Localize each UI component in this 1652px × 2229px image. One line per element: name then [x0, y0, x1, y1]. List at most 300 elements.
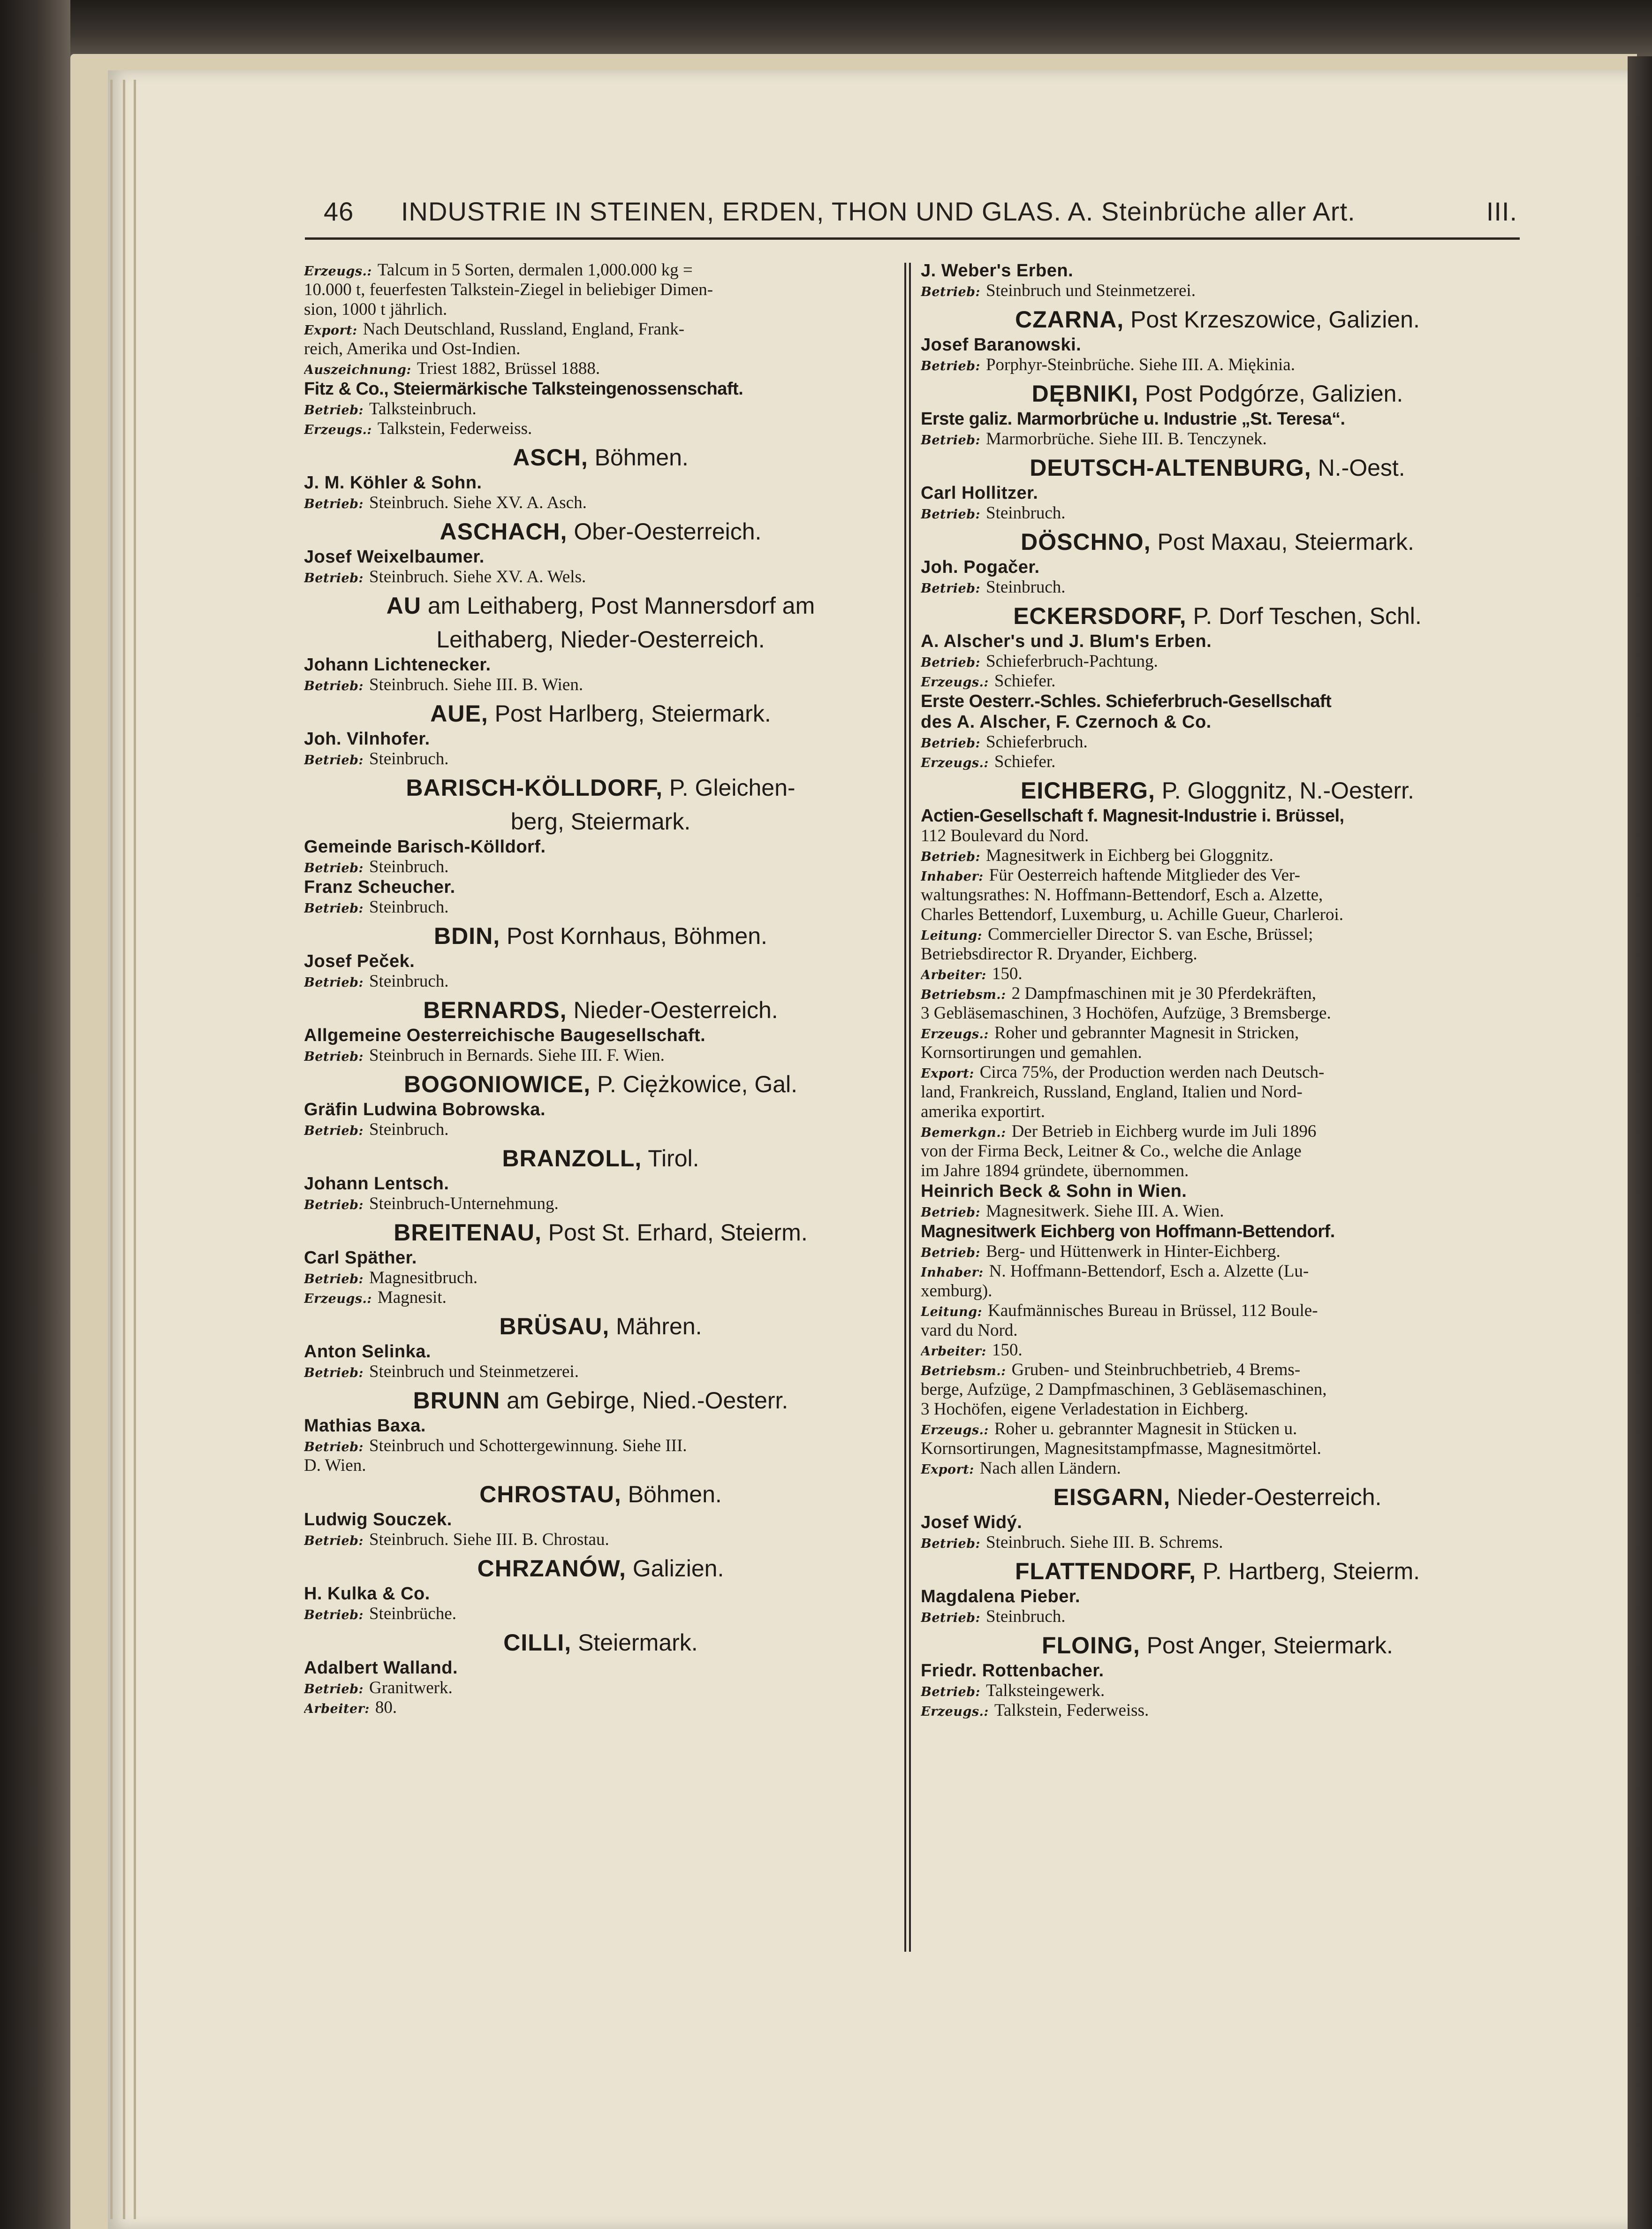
page-edge-line [134, 80, 136, 2219]
firm-name: Johann Lichtenecker. [304, 655, 491, 675]
field-label: Betrieb: [921, 285, 980, 299]
field-text: Betriebsdirector R. Dryander, Eichberg. [921, 944, 1197, 964]
place-details: Leithaberg, Nieder-Oesterreich. [436, 626, 765, 653]
entry-line [921, 732, 1514, 752]
field-text: Triest 1882, Brüssel 1888. [417, 359, 600, 378]
place-name: ECKERSDORF, [1013, 603, 1187, 629]
field-label: Erzeugs.: [921, 756, 989, 770]
field-text: 2 Dampfmaschinen mit je 30 Pferdekräften, [1011, 984, 1316, 1003]
field-text: Steinbruch. [985, 1607, 1066, 1626]
place-heading [304, 591, 897, 621]
entry-line [304, 260, 897, 280]
field-label: Erzeugs.: [921, 1704, 989, 1719]
entry-line [921, 1281, 1514, 1301]
entry-line [921, 826, 1514, 846]
field-label: Erzeugs.: [921, 1423, 989, 1438]
field-text: Steinbruch und Steinmetzerei. [369, 1362, 579, 1381]
place-heading [921, 1482, 1514, 1512]
firm-name: Actien-Gesellschaft f. Magnesit-Industrie i. Brüssel, [921, 806, 1344, 826]
firm-name: J. Weber's Erben. [921, 261, 1074, 281]
place-details: P. Hartberg, Steierm. [1196, 1558, 1420, 1584]
entry-line [304, 419, 897, 439]
entry-line [921, 1380, 1514, 1400]
field-text: Kaufmännisches Bureau in Brüssel, 112 Boule- [988, 1301, 1318, 1320]
field-text: Porphyr-Steinbrüche. Siehe III. A. Miękinia. [985, 355, 1295, 374]
place-heading [921, 527, 1514, 557]
page-number: 46 [324, 197, 354, 226]
field-text: von der Firma Beck, Leitner & Co., welche die Anlage [921, 1141, 1302, 1161]
field-label: Export: [921, 1066, 974, 1081]
entry-line [304, 1362, 897, 1382]
entry-line [921, 1262, 1514, 1281]
place-details: Post Maxau, Steiermark. [1151, 529, 1414, 555]
place-name: BRUNN [413, 1387, 500, 1414]
field-text: Nach Deutschland, Russland, England, Frank- [363, 320, 685, 339]
field-label: Betrieb: [921, 1611, 980, 1625]
column-rule [904, 263, 906, 1952]
field-label: Betrieb: [304, 497, 364, 511]
left-column [304, 260, 897, 1718]
field-label: Betriebsm.: [921, 988, 1006, 1002]
place-name: BARISCH-KÖLLDORF, [406, 775, 663, 801]
place-details: Böhmen. [621, 1481, 722, 1507]
entry-line [304, 675, 897, 695]
field-text: 112 Boulevard du Nord. [921, 826, 1089, 845]
field-text: Schiefer. [994, 671, 1056, 691]
field-text: Nach allen Ländern. [979, 1459, 1121, 1478]
place-heading [304, 624, 897, 654]
entry-line [921, 503, 1514, 523]
entry-line [921, 652, 1514, 671]
entry-line [921, 281, 1514, 301]
place-heading [304, 1069, 897, 1099]
field-label: Betrieb: [304, 1124, 364, 1138]
field-label: Betrieb: [921, 507, 980, 522]
field-label: Export: [304, 323, 357, 338]
field-text: Steinbruch. Siehe XV. A. Wels. [369, 567, 586, 586]
field-text: Steinbruch. [369, 1120, 449, 1139]
entry-line [921, 1122, 1514, 1141]
place-name: AUE, [430, 700, 488, 727]
place-details: Nieder-Oesterreich. [1170, 1484, 1382, 1510]
field-text: land, Frankreich, Russland, England, Italien und Nord- [921, 1082, 1303, 1102]
place-name: BDIN, [434, 923, 500, 949]
field-label: Betrieb: [304, 679, 364, 693]
place-heading [304, 1311, 897, 1341]
entry-line [921, 964, 1514, 984]
place-name: BRÜSAU, [499, 1313, 610, 1339]
place-details: Post Krzeszowice, Galizien. [1124, 306, 1420, 333]
place-details: Post Kornhaus, Böhmen. [500, 923, 767, 949]
field-label: Betrieb: [304, 901, 364, 916]
place-name: BERNARDS, [423, 997, 567, 1023]
place-heading [921, 601, 1514, 631]
field-label: Betrieb: [304, 861, 364, 875]
entry-line [921, 1242, 1514, 1262]
field-text: Marmorbrüche. Siehe III. B. Tenczynek. [985, 429, 1267, 449]
field-label: Leitung: [921, 1305, 982, 1319]
field-text: Talksteingewerk. [985, 1681, 1105, 1700]
entry-line [921, 1082, 1514, 1102]
field-label: Bemerkgn.: [921, 1126, 1006, 1140]
entry-line [304, 359, 897, 379]
place-details: berg, Steiermark. [510, 808, 691, 835]
field-text: xemburg). [921, 1281, 993, 1301]
field-text: amerika exportirt. [921, 1102, 1046, 1121]
entry-line [304, 1194, 897, 1214]
field-label: Arbeiter: [921, 1344, 986, 1359]
place-heading [304, 1553, 897, 1583]
entry-line [921, 1681, 1514, 1701]
firm-name: Fitz & Co., Steiermärkische Talksteingenossenschaft. [304, 379, 743, 399]
right-column [921, 260, 1514, 1720]
place-details: Post St. Erhard, Steierm. [541, 1219, 808, 1246]
firm-name: Carl Späther. [304, 1248, 417, 1268]
place-heading [921, 1556, 1514, 1586]
entry-line [304, 339, 897, 359]
field-text: Steinbruch. [985, 503, 1066, 523]
field-label: Betrieb: [921, 1205, 980, 1220]
place-name: BRANZOLL, [502, 1145, 642, 1172]
place-name: DÖSCHNO, [1021, 529, 1151, 555]
place-heading [304, 773, 897, 803]
field-label: Betrieb: [304, 1050, 364, 1064]
entry-line [921, 1701, 1514, 1720]
firm-name: Gemeinde Barisch-Kölldorf. [304, 837, 546, 857]
field-text: vard du Nord. [921, 1321, 1018, 1340]
entry-line [921, 925, 1514, 944]
place-heading [304, 1143, 897, 1173]
field-label: Betrieb: [921, 736, 980, 751]
field-label: Arbeiter: [921, 968, 986, 982]
field-text: waltungsrathes: N. Hoffmann-Bettendorf, Esch a. Alzette, [921, 885, 1323, 905]
field-label: Erzeugs.: [921, 1027, 989, 1042]
field-label: Betrieb: [304, 1682, 364, 1696]
field-text: Magnesit. [377, 1288, 447, 1307]
field-label: Betrieb: [304, 403, 364, 418]
field-text: Commercieller Director S. van Esche, Brüssel; [988, 925, 1313, 944]
field-text: Charles Bettendorf, Luxemburg, u. Achille Gueur, Charleroi. [921, 905, 1344, 924]
place-details: P. Gloggnitz, N.-Oesterr. [1155, 777, 1414, 804]
field-text: Steinbruch in Bernards. Siehe III. F. Wien. [369, 1046, 665, 1065]
place-heading [304, 1217, 897, 1248]
entry-line [921, 866, 1514, 885]
field-label: Betrieb: [304, 1608, 364, 1622]
place-heading [304, 1385, 897, 1415]
field-text: 3 Hochöfen, eigene Verladestation in Eichberg. [921, 1400, 1249, 1419]
field-text: Steinbruch und Steinmetzerei. [985, 281, 1196, 300]
firm-name: Magdalena Pieber. [921, 1587, 1081, 1606]
entry-line [304, 1530, 897, 1550]
entry-line [921, 1301, 1514, 1321]
entry-line [921, 846, 1514, 866]
field-label: Betrieb: [304, 975, 364, 990]
place-heading [304, 995, 897, 1025]
firm-name: H. Kulka & Co. [304, 1584, 430, 1604]
field-label: Betrieb: [304, 1198, 364, 1212]
field-text: Kornsortirungen und gemahlen. [921, 1043, 1142, 1062]
field-text: Steinbrüche. [369, 1604, 456, 1623]
field-text: Für Oesterreich haftende Mitglieder des Ver- [989, 866, 1300, 885]
field-text: 80. [375, 1698, 397, 1717]
field-text: Schieferbruch-Pachtung. [985, 652, 1158, 671]
place-name: DEUTSCH-ALTENBURG, [1030, 455, 1311, 481]
firm-name: Johann Lentsch. [304, 1174, 449, 1194]
page-edge-line [123, 80, 125, 2219]
field-label: Erzeugs.: [304, 264, 372, 279]
place-details: P. Dorf Teschen, Schl. [1186, 603, 1422, 629]
field-text: Gruben- und Steinbruchbetrieb, 4 Brems- [1011, 1360, 1301, 1379]
firm-name: Carl Hollitzer. [921, 483, 1038, 503]
field-text: 10.000 t, feuerfesten Talkstein-Ziegel in beliebiger Dimen- [304, 280, 713, 299]
field-text: Steinbruch. Siehe III. B. Wien. [369, 675, 584, 694]
place-heading [921, 453, 1514, 483]
field-text: Talkstein, Federweiss. [377, 419, 532, 438]
scan-background-right [1628, 56, 1652, 2229]
place-heading [304, 699, 897, 729]
place-details: am Gebirge, Nied.-Oesterr. [500, 1387, 788, 1414]
field-label: Export: [921, 1462, 974, 1477]
firm-name: Joh. Pogačer. [921, 557, 1040, 577]
place-name: CHROSTAU, [479, 1481, 621, 1507]
entry-line [304, 399, 897, 419]
place-heading [304, 442, 897, 472]
place-name: CHRZANÓW, [477, 1555, 626, 1582]
field-label: Betrieb: [921, 359, 980, 373]
field-label: Betrieb: [921, 1685, 980, 1699]
field-text: reich, Amerika und Ost-Indien. [304, 339, 521, 358]
place-details: Post Harlberg, Steiermark. [488, 700, 771, 727]
field-label: Betrieb: [304, 753, 364, 768]
field-label: Erzeugs.: [304, 423, 372, 437]
field-label: Auszeichnung: [304, 363, 411, 377]
place-name: EISGARN, [1053, 1484, 1171, 1510]
place-heading [304, 1479, 897, 1509]
place-name: ASCH, [513, 444, 588, 471]
entry-line [921, 1043, 1514, 1063]
field-text: Magnesitbruch. [369, 1268, 478, 1287]
entry-line [304, 972, 897, 991]
firm-name: Adalbert Walland. [304, 1658, 458, 1678]
place-name: CZARNA, [1015, 306, 1124, 333]
field-text: Berg- und Hüttenwerk in Hinter-Eichberg. [985, 1242, 1281, 1261]
place-details: Tirol. [642, 1145, 699, 1172]
field-label: Betrieb: [304, 1440, 364, 1454]
place-details: P. Gleichen- [662, 775, 796, 801]
field-text: Steinbruch und Schottergewinnung. Siehe III. [369, 1436, 687, 1455]
entry-line [921, 1419, 1514, 1439]
field-text: Steinbruch. Siehe XV. A. Asch. [369, 493, 587, 512]
field-label: Betrieb: [921, 1537, 980, 1551]
field-label: Betrieb: [304, 1366, 364, 1380]
field-text: Granitwerk. [369, 1678, 453, 1697]
firm-name: des A. Alscher, F. Czernoch & Co. [921, 712, 1212, 732]
field-label: Betrieb: [921, 1246, 980, 1260]
entry-line [304, 1698, 897, 1718]
entry-line [304, 567, 897, 587]
entry-line [921, 1400, 1514, 1419]
firm-name: Heinrich Beck & Sohn in Wien. [921, 1181, 1187, 1201]
firm-name: Anton Selinka. [304, 1342, 431, 1362]
entry-line [921, 1202, 1514, 1221]
place-details: N.-Oest. [1311, 455, 1405, 481]
place-details: Post Anger, Steiermark. [1140, 1632, 1393, 1658]
place-name: BOGONIOWICE, [403, 1071, 591, 1097]
firm-name: Mathias Baxa. [304, 1416, 426, 1436]
entry-line [921, 1360, 1514, 1380]
entry-line [921, 1063, 1514, 1082]
entry-line [921, 1161, 1514, 1181]
field-label: Leitung: [921, 928, 982, 943]
entry-line [304, 1436, 897, 1456]
entry-line [921, 355, 1514, 375]
entry-line [921, 429, 1514, 449]
field-text: Steinbruch. [985, 578, 1066, 597]
field-text: Kornsortirungen, Magnesitstampfmasse, Magnesitmörtel. [921, 1439, 1321, 1458]
place-name: DĘBNIKI, [1031, 380, 1139, 407]
entry-line [921, 1607, 1514, 1627]
entry-line [921, 944, 1514, 964]
section-number: III. [1486, 197, 1517, 226]
place-details: Ober-Oesterreich. [567, 518, 762, 545]
entry-line [304, 493, 897, 513]
entry-line [921, 1321, 1514, 1340]
firm-name: A. Alscher's und J. Blum's Erben. [921, 631, 1212, 651]
field-label: Betrieb: [304, 1272, 364, 1286]
entry-line [921, 1459, 1514, 1478]
entry-line [921, 1533, 1514, 1552]
place-details: P. Ciężkowice, Gal. [591, 1071, 798, 1097]
field-text: Steinbruch-Unternehmung. [369, 1194, 559, 1213]
place-details: Galizien. [626, 1555, 724, 1582]
firm-name: Josef Baranowski. [921, 335, 1082, 355]
field-label: Arbeiter: [304, 1702, 370, 1716]
entry-line [304, 1046, 897, 1065]
entry-line [921, 905, 1514, 925]
field-text: Steinbruch. [369, 749, 449, 768]
firm-name: Joh. Vilnhofer. [304, 729, 430, 749]
entry-line [921, 1023, 1514, 1043]
place-details: Post Podgórze, Galizien. [1138, 380, 1403, 407]
entry-line [304, 1678, 897, 1698]
field-text: Circa 75%, der Production werden nach Deutsch- [979, 1063, 1325, 1082]
field-label: Betriebsm.: [921, 1364, 1006, 1378]
field-text: Steinbruch. [369, 898, 449, 917]
place-name: BREITENAU, [394, 1219, 542, 1246]
field-text: Magnesitwerk in Eichberg bei Gloggnitz. [985, 846, 1273, 865]
place-heading [304, 921, 897, 951]
field-text: im Jahre 1894 gründete, übernommen. [921, 1161, 1189, 1180]
entry-line [921, 1141, 1514, 1161]
entry-line [921, 752, 1514, 772]
entry-line [304, 1604, 897, 1624]
scan-background-left [0, 0, 70, 2229]
firm-name: Josef Weixelbaumer. [304, 547, 485, 567]
firm-name: Gräfin Ludwina Bobrowska. [304, 1100, 546, 1119]
firm-name: Allgemeine Oesterreichische Baugesellschaft. [304, 1026, 706, 1045]
running-head [324, 196, 1517, 238]
entry-line [304, 300, 897, 320]
field-label: Betrieb: [304, 571, 364, 586]
field-text: Der Betrieb in Eichberg wurde im Juli 1896 [1011, 1122, 1317, 1141]
entry-line [304, 749, 897, 769]
entry-line [921, 1439, 1514, 1459]
field-text: 150. [992, 1340, 1023, 1360]
scan-background-top [0, 0, 1652, 56]
field-label: Betrieb: [304, 1534, 364, 1548]
place-name: AU [386, 593, 421, 619]
place-details: Steiermark. [571, 1629, 698, 1656]
field-label: Inhaber: [921, 869, 984, 884]
firm-name: Erste Oesterr.-Schles. Schieferbruch-Gesellschaft [921, 692, 1332, 711]
place-heading [304, 517, 897, 547]
entry-line [304, 857, 897, 877]
field-text: Steinbruch. [369, 857, 449, 876]
entry-line [921, 671, 1514, 691]
firm-name: Erste galiz. Marmorbrüche u. Industrie „St. Teresa“. [921, 409, 1345, 429]
field-label: Betrieb: [921, 433, 980, 448]
field-text: Magnesitwerk. Siehe III. A. Wien. [985, 1202, 1224, 1221]
place-details: Böhmen. [588, 444, 689, 471]
entry-line [304, 1120, 897, 1140]
field-text: Steinbruch. Siehe III. B. Schrems. [985, 1533, 1223, 1552]
firm-name: Josef Peček. [304, 951, 415, 971]
place-name: CILLI, [503, 1629, 572, 1656]
field-label: Betrieb: [921, 581, 980, 596]
entry-line [921, 1102, 1514, 1122]
field-text: N. Hoffmann-Bettendorf, Esch a. Alzette (Lu- [989, 1262, 1309, 1281]
entry-line [921, 1340, 1514, 1360]
entry-line [304, 1268, 897, 1288]
place-name: FLOING, [1042, 1632, 1140, 1658]
field-text: 150. [992, 964, 1023, 983]
entry-line [304, 320, 897, 339]
place-heading [921, 776, 1514, 806]
field-text: Talksteinbruch. [369, 399, 477, 418]
place-heading [304, 1628, 897, 1658]
firm-name: Friedr. Rottenbacher. [921, 1661, 1104, 1681]
place-details: Mähren. [609, 1313, 702, 1339]
place-heading [921, 379, 1514, 409]
firm-name: Josef Widý. [921, 1513, 1023, 1532]
field-label: Erzeugs.: [304, 1292, 372, 1306]
page-edge-line [110, 80, 113, 2219]
column-rule [909, 263, 911, 1952]
place-heading [304, 806, 897, 837]
field-label: Inhaber: [921, 1265, 984, 1280]
entry-line [921, 1004, 1514, 1023]
field-text: Roher u. gebrannter Magnesit in Stücken u. [994, 1419, 1297, 1438]
place-name: ASCHACH, [440, 518, 568, 545]
place-details: am Leithaberg, Post Mannersdorf am [421, 593, 815, 619]
field-text: Talcum in 5 Sorten, dermalen 1,000.000 kg = [377, 260, 693, 280]
place-heading [921, 304, 1514, 335]
field-text: sion, 1000 t jährlich. [304, 300, 447, 319]
field-text: Schiefer. [994, 752, 1056, 771]
field-text: Talkstein, Federweiss. [994, 1701, 1149, 1720]
field-label: Erzeugs.: [921, 675, 989, 690]
place-details: Nieder-Oesterreich. [567, 997, 778, 1023]
firm-name: Magnesitwerk Eichberg von Hoffmann-Bettendorf. [921, 1222, 1335, 1241]
place-name: FLATTENDORF, [1015, 1558, 1196, 1584]
field-text: Roher und gebrannter Magnesit in Stricken, [994, 1023, 1299, 1042]
field-label: Betrieb: [921, 655, 980, 670]
entry-line [921, 578, 1514, 597]
entry-line [304, 280, 897, 300]
field-text: 3 Gebläsemaschinen, 3 Hochöfen, Aufzüge, 3 Bremsberge. [921, 1004, 1331, 1023]
entry-line [304, 1288, 897, 1308]
field-text: D. Wien. [304, 1456, 366, 1475]
